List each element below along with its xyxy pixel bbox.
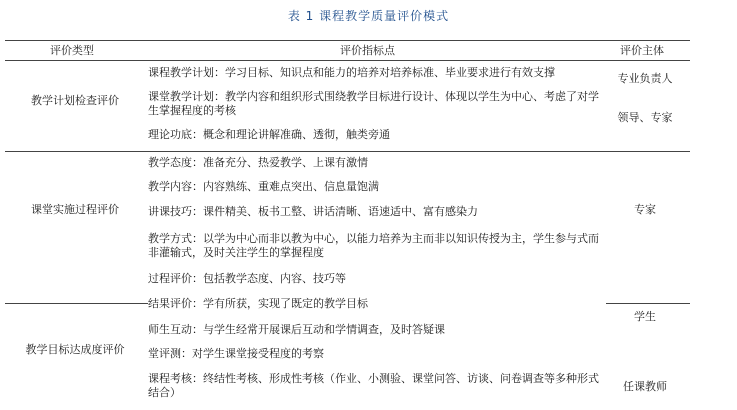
indicator-process-evaluation: 过程评价：包括教学态度、内容、技巧等	[148, 272, 346, 285]
category-goal-achievement: 教学目标达成度评价	[25, 343, 125, 356]
indicator-teacher-student-interaction: 师生互动：与学生经常开展课后互动和学情调查，及时答疑课	[148, 323, 445, 336]
header-evaluation-type: 评价类型	[50, 44, 94, 57]
header-evaluation-subject: 评价主体	[620, 44, 664, 57]
table-caption: 表 1 课程教学质量评价模式	[287, 9, 450, 23]
category-class-implementation: 课堂实施过程评价	[31, 203, 119, 216]
indicator-course-plan: 课程教学计划：学习目标、知识点和能力的培养对培养标准、毕业要求进行有效支撑	[148, 66, 555, 79]
indicator-class-assessment: 堂评测：对学生课堂接受程度的考察	[148, 347, 324, 360]
row-divider-1	[5, 151, 690, 152]
indicator-course-examination: 课程考核：终结性考核、形成性考核（作业、小测验、课堂问答、访谈、问卷调查等多种形式结合）	[148, 372, 599, 399]
indicator-result-evaluation: 结果评价：学有所获，实现了既定的教学目标	[148, 297, 606, 311]
indicator-teaching-method: 教学方式：以学为中心而非以教为中心，以能力培养为主而非以知识传授为主，学生参与式而非灌输式，及时关注学生的掌握程度	[148, 232, 599, 259]
category-plan-inspection: 教学计划检查评价	[31, 94, 119, 107]
indicator-class-plan: 课堂教学计划：教学内容和组织形式围绕教学目标进行设计、体现以学生为中心、考虑了对学生掌握程度的考核	[148, 90, 599, 117]
subject-students: 学生	[634, 310, 656, 323]
indicator-lecture-skills: 讲课技巧：课件精美、板书工整、讲话清晰、语速适中、富有感染力	[148, 205, 478, 218]
indicator-theory-foundation: 理论功底：概念和理论讲解准确、透彻，触类旁通	[148, 128, 390, 141]
subject-leaders-experts: 领导、专家	[617, 111, 673, 124]
indicator-teaching-attitude: 教学态度：准备充分、热爱教学、上课有激情	[148, 156, 368, 169]
subject-experts: 专家	[634, 203, 656, 216]
subject-course-teacher: 任课教师	[623, 380, 667, 393]
indicator-teaching-content: 教学内容：内容熟练、重难点突出、信息量饱满	[148, 180, 379, 193]
subject-program-director: 专业负责人	[617, 72, 673, 85]
table-top-rule	[5, 40, 690, 41]
header-bottom-rule	[5, 60, 690, 61]
header-evaluation-indicator: 评价指标点	[340, 44, 395, 57]
